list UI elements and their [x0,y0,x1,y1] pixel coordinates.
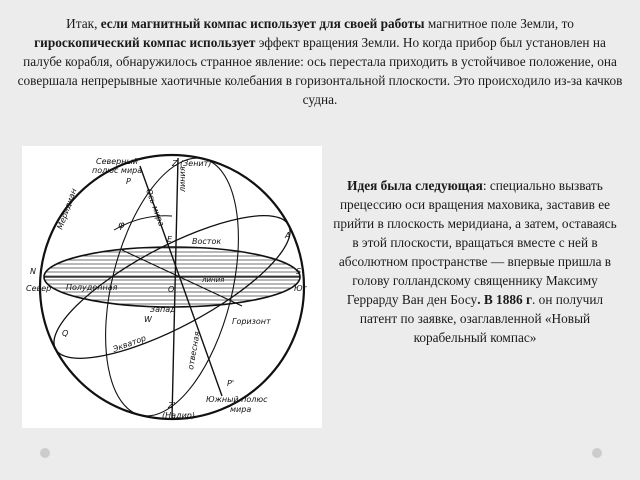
north-pole-label-2: полюс мира [92,166,143,175]
phi-label: φ [118,220,125,231]
intro-text-3: эффект вращения Земли. Но когда прибор был установлен на палубе корабля, обнаружилось странное явление: ось перестала приходить в устойчивое положение, она совершала непрерывные хаотичные колебания в горизонтальной плоскости. Это происходило из-за качков судна. [17,35,623,107]
south-pole-label: Южный полюс [206,395,268,404]
right-text-1: : специально вызвать прецессию оси вращения маховика, заставив ее прийти в плоскость меридиана, а затем, оставаясь в этой плоскости, вращаться вместе с ней в абсолютном пространстве — впервые пришла в голову голландскому священнику Максиму Геррарду Ван ден Босу [333,178,617,307]
e-label: E [167,235,173,244]
right-bold-2: . В 1886 г [477,292,533,307]
intro-bold-1: если магнитный компас использует для своей работы [100,16,425,31]
intro-bold-2: гироскопический компас использует [34,35,256,50]
celestial-sphere-figure [22,146,322,428]
right-dot [592,448,602,458]
nadir-z-label: Z' [168,401,176,410]
south-pole-label-2: мира [230,405,252,414]
noon-line-label: Полуденная [66,283,118,292]
zenith-label: Z (Зенит) [172,159,212,168]
noon-line-label-2: линия [202,276,225,284]
q-label: Q [62,329,69,338]
right-text-2: . он получил патент по заявке, озаглавленной «Новый корабельный компас» [359,292,604,345]
plumb-line-label: линия [178,166,187,192]
equator-label: Экватор [111,333,148,354]
horizon-label: Горизонт [232,317,271,326]
left-dot [40,448,50,458]
p-label: P [126,177,131,186]
right-paragraph [330,176,620,347]
o-label: O [168,285,175,294]
p-prime-label: P' [227,379,235,388]
world-axis-label: Ось мира [144,187,166,228]
celestial-sphere-diagram [22,146,322,428]
north-label: Север [26,284,52,293]
right-bold-1: Идея была следующая [347,178,483,193]
meridian-label: Меридиан [55,187,79,231]
w-label: W [144,315,152,324]
n-label: N [30,267,36,276]
nadir-word-label: (Надир) [162,411,195,420]
s-label: S [296,267,302,276]
a-label: A [285,231,291,240]
intro-text-2: магнитное поле Земли, то [424,16,574,31]
intro-text-1: Итак, [66,16,101,31]
plumb-line-label-2: отвесная [186,330,202,371]
west-label: Запад [150,305,176,314]
south-label: Юг [294,284,307,293]
north-pole-label: Северный [96,157,138,166]
intro-paragraph [14,14,626,109]
east-label: Восток [192,237,222,246]
